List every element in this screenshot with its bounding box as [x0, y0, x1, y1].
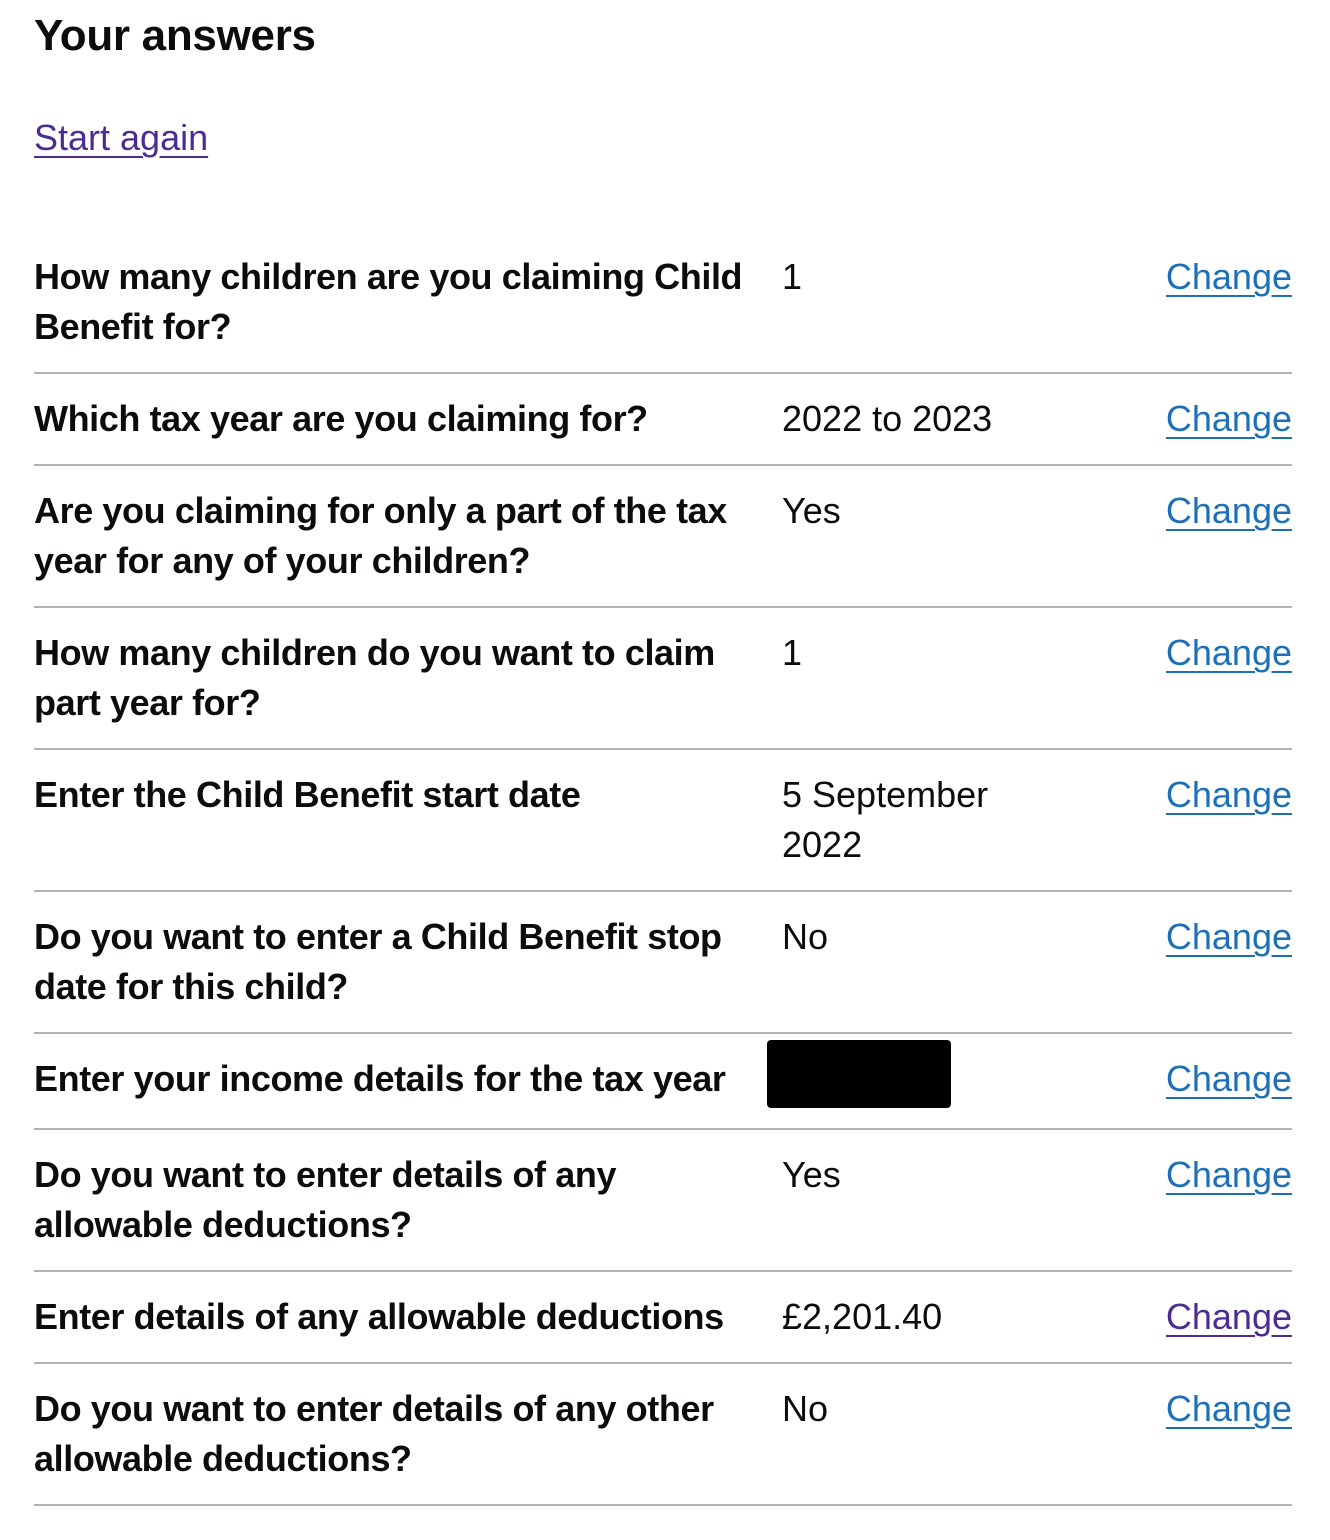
row-question: Do you want to enter details of any other allowable deductions?: [34, 1388, 714, 1479]
change-part-year-link[interactable]: Change: [1165, 490, 1292, 531]
row-question: Enter the Child Benefit start date: [34, 774, 581, 815]
row-actions: [1072, 1384, 1292, 1434]
row-actions: [1072, 252, 1292, 302]
row-answer: [782, 1054, 1072, 1108]
row-answer: 2022 to 2023: [782, 398, 993, 439]
row-actions: [1072, 1292, 1292, 1342]
summary-row-children-count: [34, 232, 1292, 374]
change-income-link[interactable]: Change: [1165, 1058, 1292, 1099]
page-title: Your answers: [34, 11, 316, 60]
summary-row-part-year: [34, 466, 1292, 608]
change-children-count-link[interactable]: Change: [1165, 256, 1292, 297]
summary-row-deductions-details: [34, 1272, 1292, 1364]
row-answer: 1: [782, 256, 803, 297]
row-question: How many children do you want to claim part year for?: [34, 632, 715, 723]
summary-row-income: [34, 1034, 1292, 1130]
row-actions: [1072, 1054, 1292, 1104]
row-question: Which tax year are you claiming for?: [34, 398, 648, 439]
summary-row-other-deductions: [34, 1364, 1292, 1506]
row-question: Enter details of any allowable deductions: [34, 1296, 724, 1337]
row-question: Are you claiming for only a part of the tax year for any of your children?: [34, 490, 727, 581]
change-other-deductions-link[interactable]: Change: [1165, 1388, 1292, 1429]
row-question: How many children are you claiming Child Benefit for?: [34, 256, 743, 347]
summary-list: [34, 232, 1292, 1506]
change-tax-year-link[interactable]: Change: [1165, 398, 1292, 439]
change-start-date-link[interactable]: Change: [1165, 774, 1292, 815]
summary-row-deductions: [34, 1130, 1292, 1272]
change-stop-date-link[interactable]: Change: [1165, 916, 1292, 957]
row-actions: [1072, 1150, 1292, 1200]
start-again-link[interactable]: Start again: [34, 117, 209, 158]
change-deductions-link[interactable]: Change: [1165, 1154, 1292, 1195]
row-answer: No: [782, 916, 829, 957]
row-question: Do you want to enter details of any allowable deductions?: [34, 1154, 617, 1245]
row-actions: [1072, 394, 1292, 444]
redacted-income-block: [767, 1040, 951, 1108]
row-answer: Yes: [782, 490, 841, 531]
row-question: Enter your income details for the tax year: [34, 1058, 726, 1099]
row-answer: £2,201.40: [782, 1296, 943, 1337]
summary-row-start-date: [34, 750, 1292, 892]
change-part-year-children-link[interactable]: Change: [1165, 632, 1292, 673]
summary-row-tax-year: [34, 374, 1292, 466]
row-actions: [1072, 486, 1292, 536]
row-question: Do you want to enter a Child Benefit stop date for this child?: [34, 916, 722, 1007]
row-actions: [1072, 628, 1292, 678]
row-actions: [1072, 912, 1292, 962]
row-answer: No: [782, 1388, 829, 1429]
row-actions: [1072, 770, 1292, 820]
summary-row-part-year-children: [34, 608, 1292, 750]
row-answer: Yes: [782, 1154, 841, 1195]
row-answer: 5 September 2022: [782, 774, 989, 865]
summary-row-stop-date: [34, 892, 1292, 1034]
row-answer: 1: [782, 632, 803, 673]
change-deductions-details-link[interactable]: Change: [1165, 1296, 1292, 1337]
